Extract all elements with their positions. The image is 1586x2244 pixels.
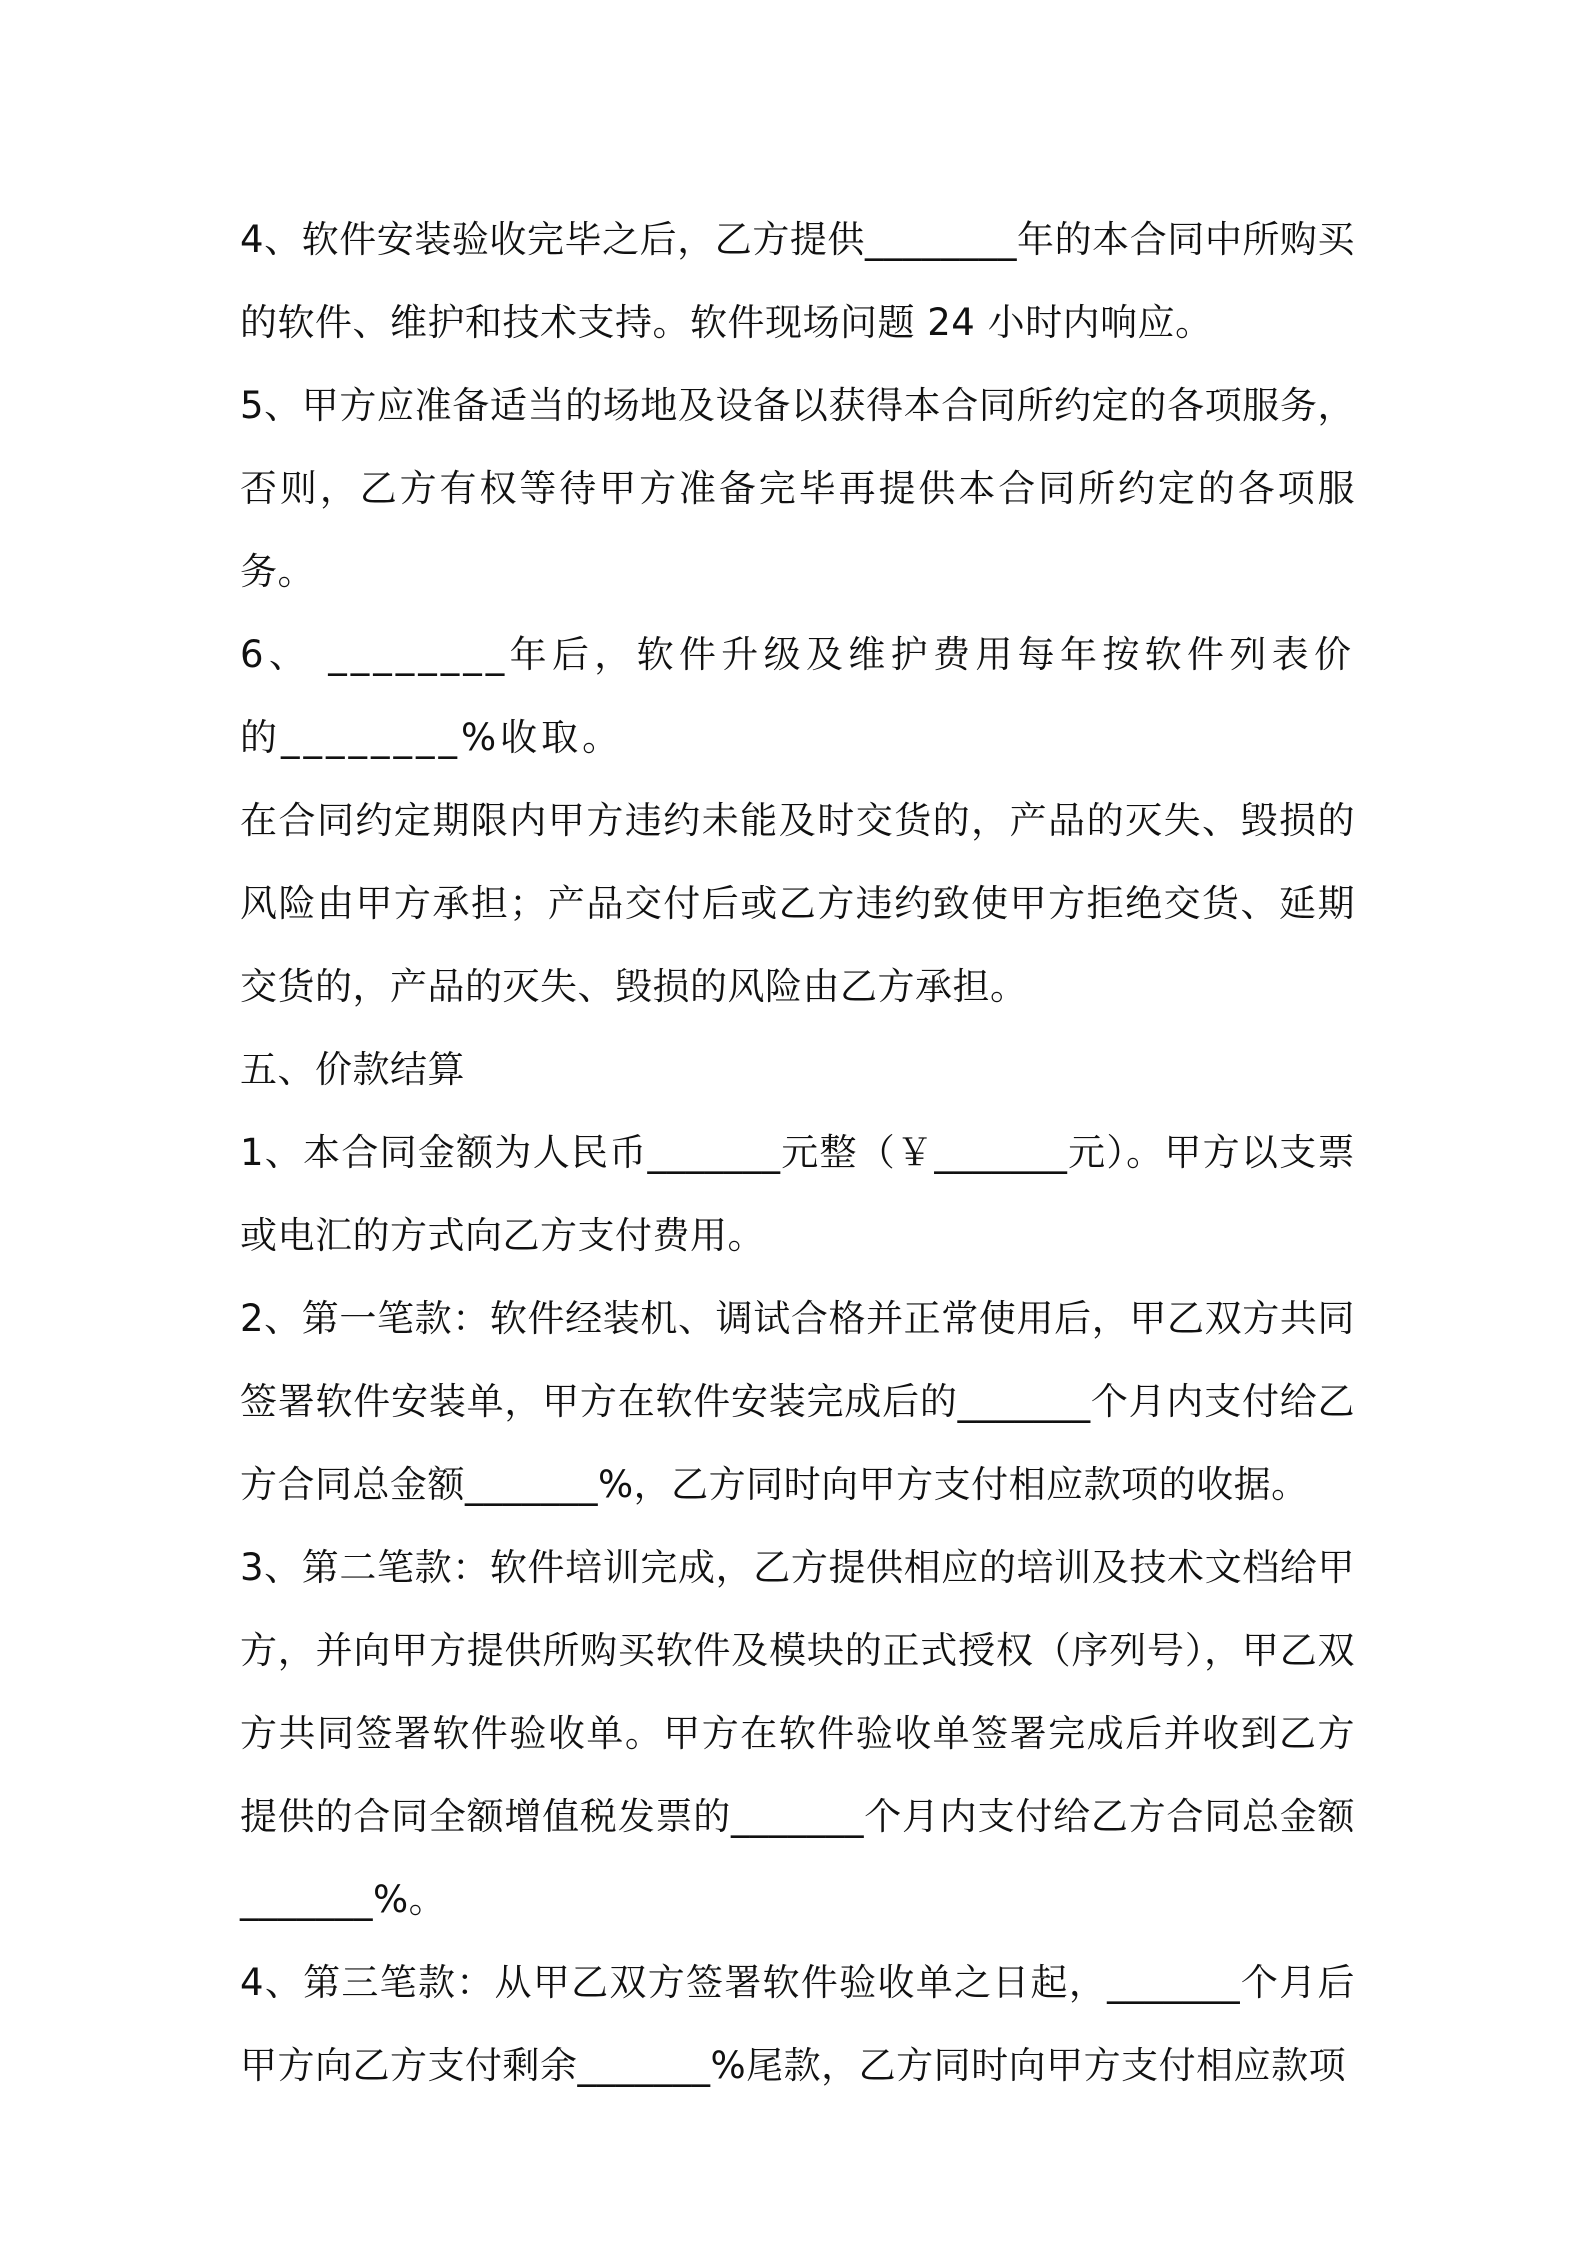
section-heading-payment: 五、价款结算 — [240, 1048, 465, 1091]
payment-clause-4-third-installment: 4、第三笔款：从甲乙双方签署软件验收单之日起，_______个月后甲方向乙方支付剩余_______%尾款，乙方同时向甲方支付相应款项 — [240, 1961, 1355, 2087]
risk-of-loss-paragraph: 在合同约定期限内甲方违约未能及时交货的，产品的灭失、毁损的风险由甲方承担；产品交付后或乙方违约致使甲方拒绝交货、延期交货的，产品的灭失、毁损的风险由乙方承担。 — [240, 799, 1355, 1008]
payment-clause-1-amount: 1、本合同金额为人民币_______元整（￥_______元）。甲方以支票或电汇的方式向乙方支付费用。 — [240, 1131, 1355, 1257]
clause-5-site-preparation: 5、甲方应准备适当的场地及设备以获得本合同所约定的各项服务，否则，乙方有权等待甲方准备完毕再提供本合同所约定的各项服务。 — [240, 384, 1355, 593]
payment-clause-3-second-installment: 3、第二笔款：软件培训完成，乙方提供相应的培训及技术文档给甲方，并向甲方提供所购买软件及模块的正式授权（序列号），甲乙双方共同签署软件验收单。甲方在软件验收单签署完成后并收到乙方提供的合同全额增值税发票的_______个月内支付给乙方合同总金额_______%。 — [240, 1546, 1355, 1921]
document-body — [240, 198, 1355, 2107]
clause-6-upgrade-fee: 6、 ________年后，软件升级及维护费用每年按软件列表价的________%收取。 — [240, 633, 1355, 759]
payment-clause-2-first-installment: 2、第一笔款：软件经装机、调试合格并正常使用后，甲乙双方共同签署软件安装单，甲方在软件安装完成后的_______个月内支付给乙方合同总金额_______%，乙方同时向甲方支付相应款项的收据。 — [240, 1297, 1355, 1506]
clause-4-support-period: 4、软件安装验收完毕之后，乙方提供________年的本合同中所购买的软件、维护和技术支持。软件现场问题 24 小时内响应。 — [240, 218, 1355, 344]
